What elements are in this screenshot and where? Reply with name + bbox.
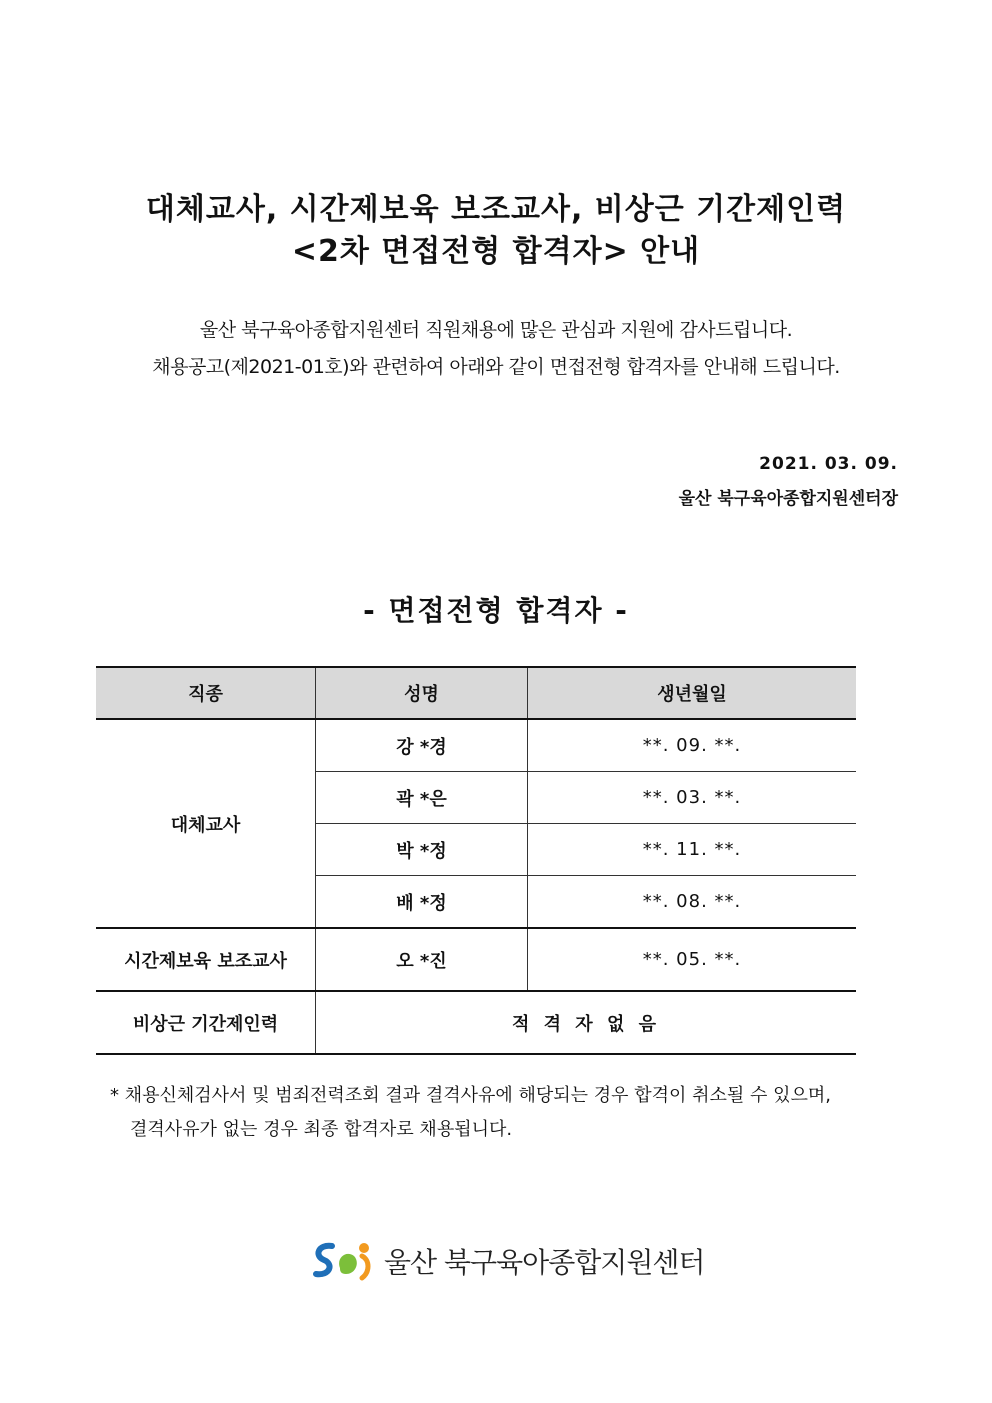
birth-cell: **. 08. **. [528,876,857,929]
intro-line-1: 울산 북구육아종합지원센터 직원채용에 많은 관심과 지원에 감사드립니다. [199,319,793,341]
center-logo-text: 울산 북구육아종합지원센터 [384,1246,705,1279]
table-row [96,719,856,772]
announcement-date: 2021. 03. 09. [759,454,898,474]
job-cell: 시간제보육 보조교사 [96,928,316,991]
name-cell: 배 *정 [316,876,528,929]
table-row [96,991,856,1054]
job-cell: 대체교사 [96,719,316,928]
center-logo [310,1238,704,1284]
center-logo-icon [310,1238,378,1284]
results-table [96,666,856,1055]
name-cell: 박 *정 [316,824,528,876]
title-line-2: <2차 면접전형 합격자> 안내 [291,234,701,269]
title-line-1: 대체교사, 시간제보육 보조교사, 비상근 기간제인력 [145,192,847,227]
header-birth: 생년월일 [528,667,857,719]
name-cell: 강 *경 [316,719,528,772]
section-title: - 면접전형 합격자 - [363,594,629,627]
birth-cell: **. 03. **. [528,772,857,824]
footnote-line-2: 결격사유가 없는 경우 최종 합격자로 채용됩니다. [130,1119,513,1140]
footnote-line-1: * 채용신체검사서 및 범죄전력조회 결과 결격사유에 해당되는 경우 합격이 취소될 수 있으며, [110,1085,832,1106]
intro-line-2: 채용공고(제2021-01호)와 관련하여 아래와 같이 면접전형 합격자를 안내해 드립니다. [152,356,840,378]
name-cell: 곽 *은 [316,772,528,824]
birth-cell: **. 09. **. [528,719,857,772]
name-cell: 오 *진 [316,928,528,991]
job-cell: 비상근 기간제인력 [96,991,316,1054]
table-header-row [96,667,856,719]
no-qualified-cell: 적 격 자 없 음 [316,991,857,1054]
header-job: 직종 [96,667,316,719]
table-row [96,928,856,991]
footnote [110,1079,890,1147]
header-name: 성명 [316,667,528,719]
birth-cell: **. 05. **. [528,928,857,991]
birth-cell: **. 11. **. [528,824,857,876]
issuer-name: 울산 북구육아종합지원센터장 [678,489,898,509]
